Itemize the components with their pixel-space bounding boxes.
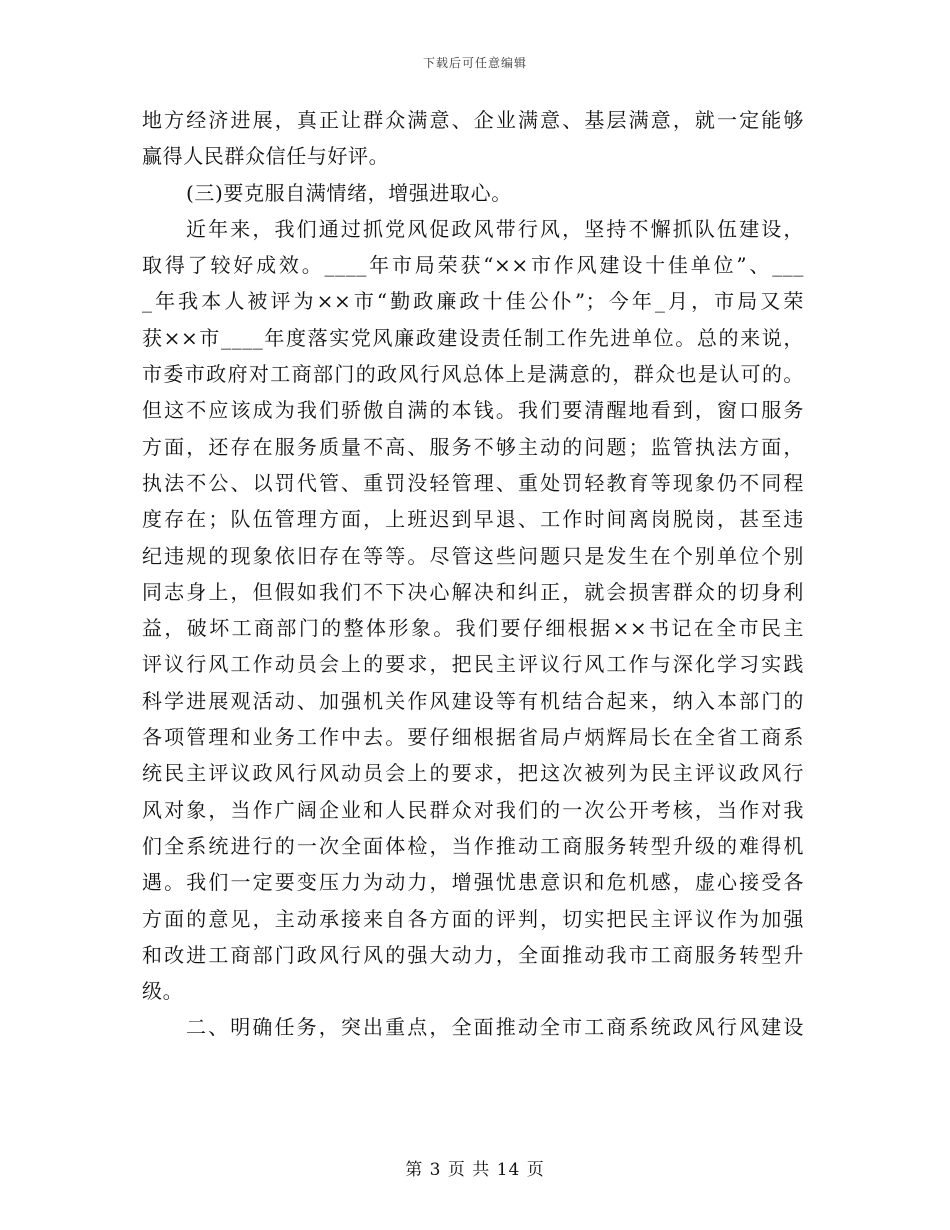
text-line: 方面，还存在服务质量不高、服务不够主动的问题；监管执法方面， — [142, 434, 804, 459]
text-line: 们全系统进行的一次全面体检，当作推动工商服务转型升级的难得机 — [142, 833, 804, 858]
text-line: 各项管理和业务工作中去。要仔细根据省局卢炳辉局长在全省工商系 — [142, 725, 804, 750]
text-line: 但这不应该成为我们骄傲自满的本钱。我们要清醒地看到，窗口服务 — [142, 398, 804, 423]
text-line: 统民主评议政风行风动员会上的要求，把这次被列为民主评议政风行 — [142, 761, 804, 786]
text-line: 执法不公、以罚代管、重罚没轻管理、重处罚轻教育等现象仍不同程 — [142, 470, 804, 495]
page-number-footer: 第 3 页 共 14 页 — [405, 1160, 545, 1180]
text-line: 获××市____年度落实党风廉政建设责任制工作先进单位。总的来说， — [142, 325, 804, 350]
text-line: 和改进工商部门政风行风的强大动力，全面推动我市工商服务转型升 — [142, 942, 804, 967]
text-line: 益，破坏工商部门的整体形象。我们要仔细根据××书记在全市民主 — [142, 616, 804, 641]
text-line: 遇。我们一定要变压力为动力，增强忧患意识和危机感，虚心接受各 — [142, 870, 804, 895]
text-line: 风对象，当作广阔企业和人民群众对我们的一次公开考核，当作对我 — [142, 797, 804, 822]
document-body — [142, 102, 804, 1046]
text-line: 市委市政府对工商部门的政风行风总体上是满意的，群众也是认可的。 — [142, 362, 804, 387]
page-header: 下载后可任意编辑 — [422, 56, 527, 70]
text-line: 度存在；队伍管理方面，上班迟到早退、工作时间离岗脱岗，甚至违 — [142, 507, 804, 532]
text-line: _年我本人被评为××市“勤政廉政十佳公仆”；今年_月，市局又荣 — [142, 289, 804, 314]
text-line: 地方经济进展，真正让群众满意、企业满意、基层满意，就一定能够 — [142, 108, 804, 132]
text-line: 二、明确任务，突出重点，全面推动全市工商系统政风行风建设 — [186, 1015, 804, 1040]
text-line: 方面的意见，主动承接来自各方面的评判，切实把民主评议作为加强 — [142, 906, 804, 931]
text-line: 级。 — [142, 979, 184, 1004]
text-line: (三)要克服自满情绪，增强进取心。 — [186, 180, 512, 205]
text-line: 取得了较好成效。____年市局荣获“××市作风建设十佳单位”、___ — [142, 253, 804, 278]
text-line: 同志身上，但假如我们不下决心解决和纠正，就会损害群众的切身利 — [142, 579, 804, 604]
text-line: 科学进展观活动、加强机关作风建设等有机结合起来，纳入本部门的 — [142, 688, 804, 713]
text-line: 近年来，我们通过抓党风促政风带行风，坚持不懈抓队伍建设， — [186, 216, 804, 241]
text-line: 评议行风工作动员会上的要求，把民主评议行风工作与深化学习实践 — [142, 652, 804, 677]
text-line: 纪违规的现象依旧存在等等。尽管这些问题只是发生在个别单位个别 — [142, 543, 804, 568]
text-line: 赢得人民群众信任与好评。 — [142, 144, 390, 169]
